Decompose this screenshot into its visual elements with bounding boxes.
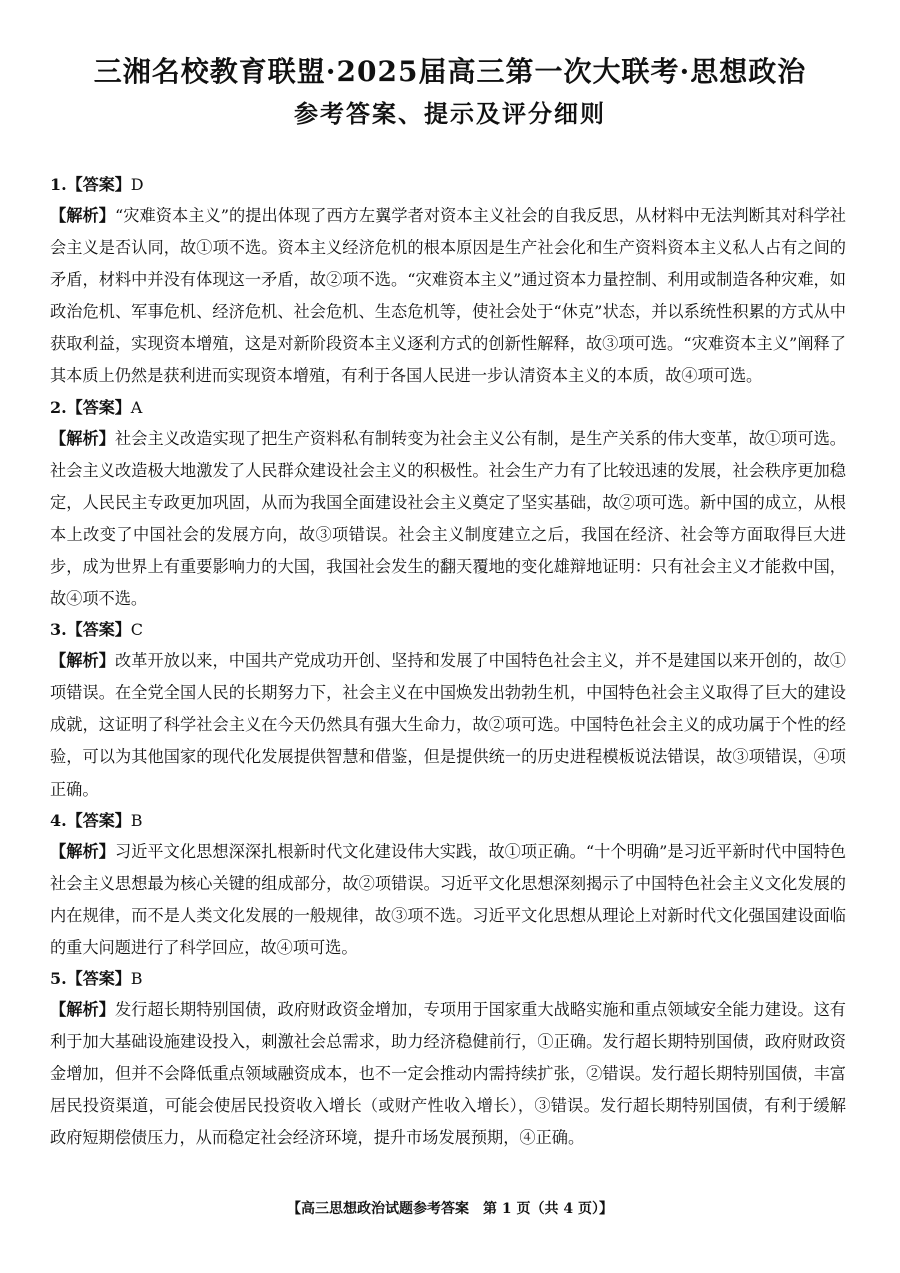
- answer-line: [50, 170, 846, 200]
- question-4: [50, 806, 846, 964]
- answer-letter: D: [130, 175, 144, 194]
- question-3: [50, 615, 846, 805]
- analysis-paragraph: [50, 200, 846, 393]
- answer-line: [50, 806, 846, 836]
- answer-label: 【答案】: [66, 397, 131, 417]
- analysis-text: 习近平文化思想深深扎根新时代文化建设伟大实践，故①项正确。“十个明确”是习近平新时代中国特色社会主义思想最为核心关键的组成部分，故②项错误。习近平文化思想深刻揭示了中国特色社会主义文化发展的内在规律，而不是人类文化发展的一般规律，故③项不选。习近平文化思想从理论上对新时代文化强国建设面临的重大问题进行了科学回应，故④项可选。: [50, 841, 846, 957]
- answer-line: [50, 964, 846, 994]
- question-number: 1.: [50, 175, 67, 194]
- question-2: [50, 393, 846, 616]
- answer-label: 【答案】: [66, 175, 131, 194]
- page-footer: 【高三思想政治试题参考答案 第 1 页（共 4 页）】: [287, 1201, 613, 1217]
- analysis-text: 社会主义改造实现了把生产资料私有制转变为社会主义公有制，是生产关系的伟大变革，故①项可选。社会主义改造极大地激发了人民群众建设社会主义的积极性。社会生产力有了比较迅速的发展，社会秩序更加稳定，人民民主专政更加巩固，从而为我国全面建设社会主义奠定了坚实基础，故②项可选。新中国的成立，从根本上改变了中国社会的发展方向，故③项错误。社会主义制度建立之后，我国在经济、社会等方面取得巨大进步，成为世界上有重要影响力的大国，我国社会发生的翻天覆地的变化雄辩地证明：只有社会主义才能救中国，故④项不选。: [50, 428, 846, 609]
- analysis-label: 【解析】: [50, 841, 115, 861]
- questions-list: [50, 170, 846, 1154]
- analysis-label: 【解析】: [50, 206, 115, 225]
- answer-line: [50, 393, 846, 423]
- answer-label: 【答案】: [66, 620, 131, 640]
- analysis-label: 【解析】: [50, 999, 115, 1019]
- answer-letter: C: [130, 620, 143, 640]
- answer-line: [50, 615, 846, 645]
- answer-label: 【答案】: [66, 968, 131, 988]
- analysis-paragraph: [50, 645, 846, 805]
- question-number: 2.: [50, 397, 67, 417]
- analysis-label: 【解析】: [50, 428, 115, 448]
- analysis-paragraph: [50, 423, 846, 616]
- analysis-paragraph: [50, 994, 846, 1154]
- question-number: 4.: [50, 810, 67, 830]
- page-title: 三湘名校教育联盟·2025届高三第一次大联考·思想政治: [93, 55, 807, 88]
- question-5: [50, 964, 846, 1154]
- analysis-text: 发行超长期特别国债，政府财政资金增加，专项用于国家重大战略实施和重点领域安全能力建设。这有利于加大基础设施建设投入，刺激社会总需求，助力经济稳健前行，①正确。发行超长期特别国债，政府财政资金增加，但并不会降低重点领域融资成本，也不一定会推动内需持续扩张，②错误。发行超长期特别国债，丰富居民投资渠道，可能会使居民投资收入增长（或财产性收入增长），③错误。发行超长期特别国债，有利于缓解政府短期偿债压力，从而稳定社会经济环境，提升市场发展预期，④正确。: [50, 999, 846, 1148]
- answer-letter: A: [130, 397, 143, 417]
- question-number: 3.: [50, 620, 67, 640]
- page-subtitle: 参考答案、提示及评分细则: [294, 99, 606, 128]
- answer-letter: B: [130, 810, 143, 830]
- analysis-label: 【解析】: [50, 651, 115, 671]
- answer-label: 【答案】: [66, 810, 131, 830]
- question-1: [50, 170, 846, 393]
- analysis-text: “灾难资本主义”的提出体现了西方左翼学者对资本主义社会的自我反思，从材料中无法判断其对科学社会主义是否认同，故①项不选。资本主义经济危机的根本原因是生产社会化和生产资料资本主义私人占有之间的矛盾，材料中并没有体现这一矛盾，故②项不选。“灾难资本主义”通过资本力量控制、利用或制造各种灾难，如政治危机、军事危机、经济危机、社会危机、生态危机等，使社会处于“休克”状态，并以系统性积累的方式从中获取利益，实现资本增殖，这是对新阶段资本主义逐利方式的创新性解释，故③项可选。“灾难资本主义”阐释了其本质上仍然是获利进而实现资本增殖，有利于各国人民进一步认清资本主义的本质，故④项可选。: [50, 206, 846, 386]
- analysis-paragraph: [50, 836, 846, 964]
- question-number: 5.: [50, 968, 67, 988]
- answer-letter: B: [130, 968, 143, 988]
- analysis-text: 改革开放以来，中国共产党成功开创、坚持和发展了中国特色社会主义，并不是建国以来开创的，故①项错误。在全党全国人民的长期努力下，社会主义在中国焕发出勃勃生机，中国特色社会主义取得了巨大的建设成就，这证明了科学社会主义在今天仍然具有强大生命力，故②项可选。中国特色社会主义的成功属于个性的经验，可以为其他国家的现代化发展提供智慧和借鉴，但是提供统一的历史进程模板说法错误，故③项错误，④项正确。: [50, 651, 846, 799]
